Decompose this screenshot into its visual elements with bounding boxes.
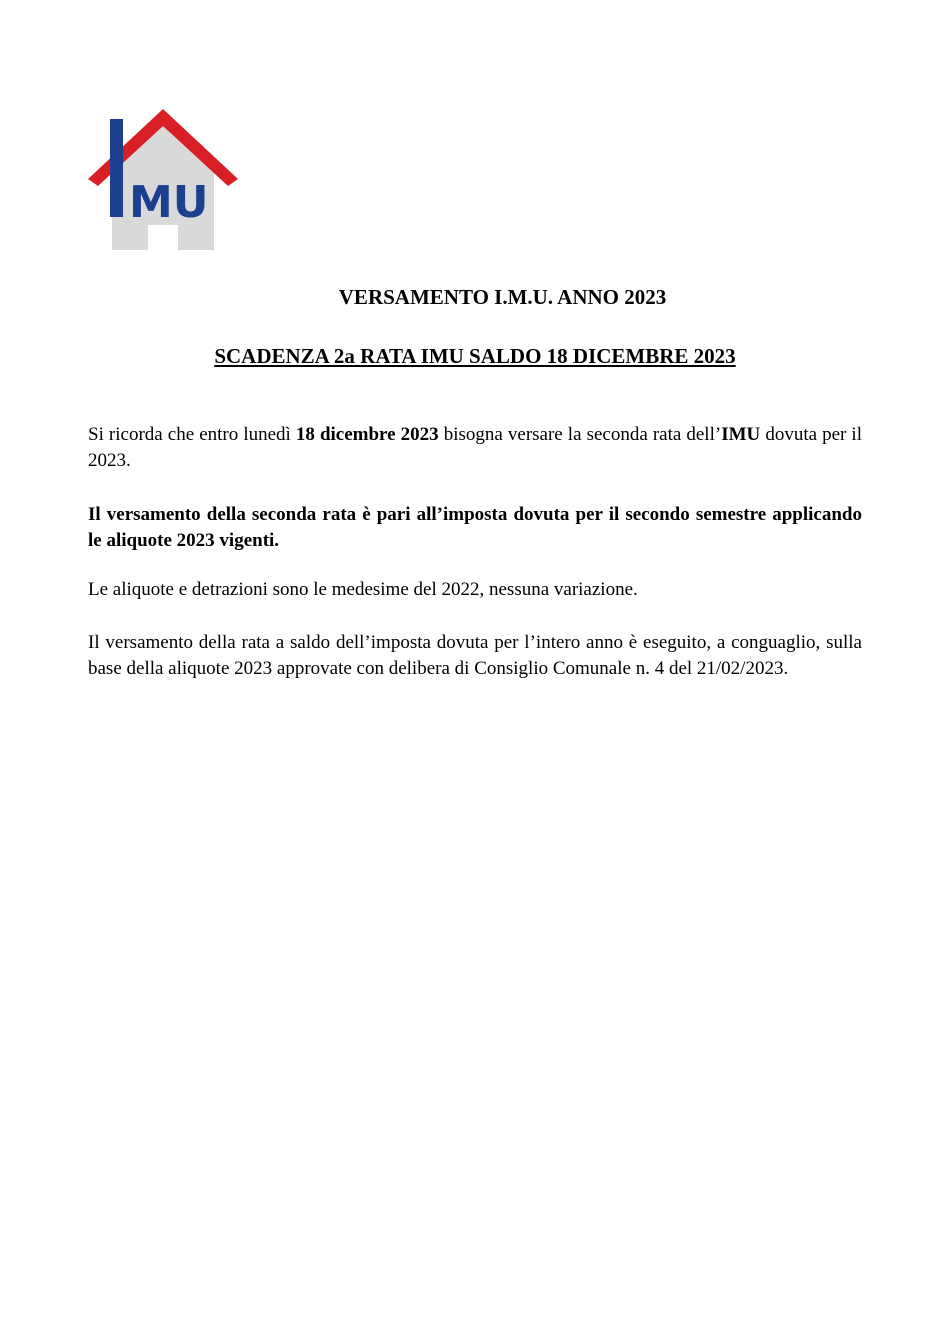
text-fragment: Si ricorda che entro lunedì [88,424,296,445]
deadline-date: 18 dicembre 2023 [295,424,439,445]
imu-house-icon [86,107,240,253]
paragraph-reminder [88,422,862,474]
imu-logo [86,107,240,253]
logo-text: MU [129,177,209,228]
paragraph-balance: Il versamento della rata a saldo dell’imposta dovuta per l’intero anno è eseguito, a conguaglio, sulla base della aliquote 2023 approvate con delibera di Consiglio Comunale n. 4 del 21/02/2023. [88,632,862,679]
paragraph-second-installment: Il versamento della seconda rata è pari all’imposta dovuta per il secondo semestre applicando le aliquote 2023 vigenti. [88,504,862,551]
document-title: VERSAMENTO I.M.U. ANNO 2023 [338,285,667,309]
text-fragment: bisogna versare la seconda rata dell’ [438,424,722,445]
imu-keyword: IMU [721,424,761,445]
text-fragment: dovuta per il 2023. [88,424,862,471]
paragraph-rates: Le aliquote e detrazioni sono le medesime del 2022, nessuna variazione. [88,579,638,600]
document-subtitle: SCADENZA 2a RATA IMU SALDO 18 DICEMBRE 2023 [214,344,736,368]
